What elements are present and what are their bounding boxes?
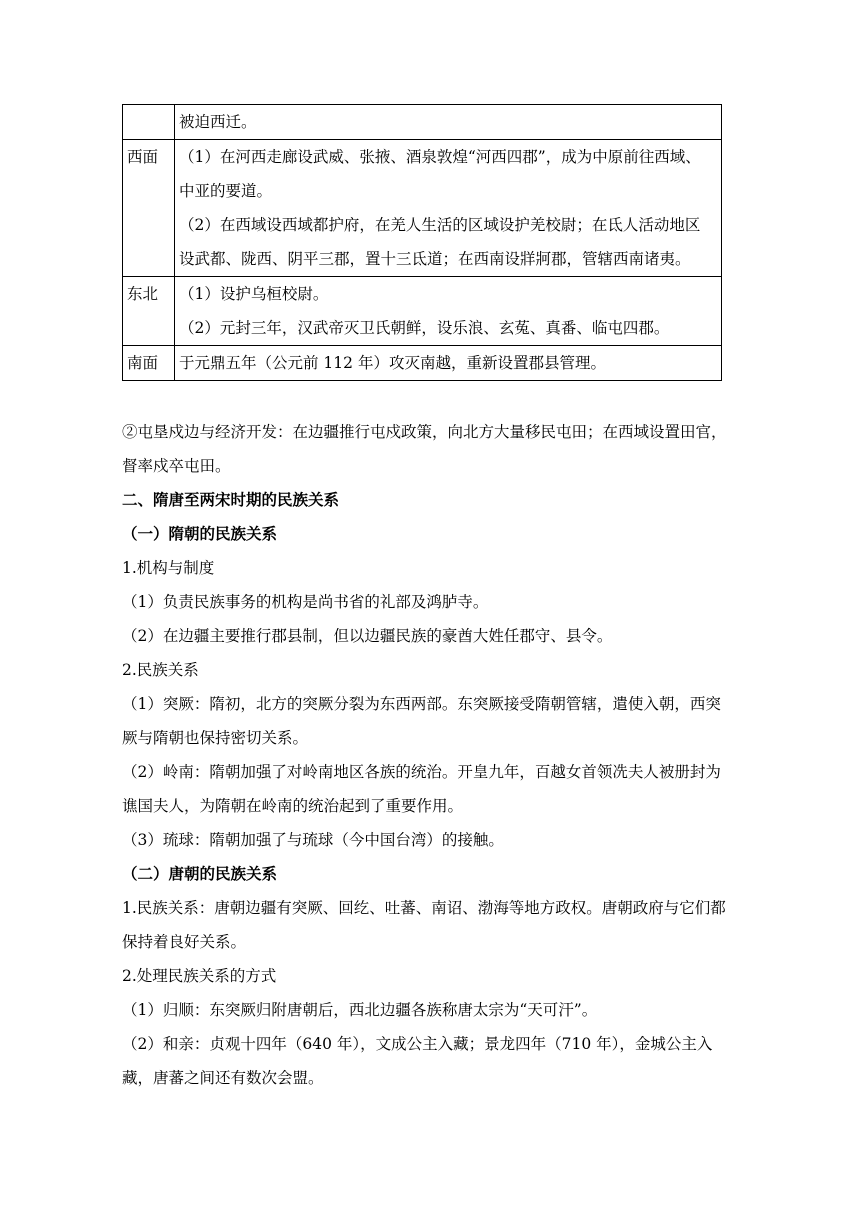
table-row xyxy=(123,346,722,381)
table-row xyxy=(123,140,722,277)
paragraph: ②屯垦戍边与经济开发：在边疆推行屯戍政策，向北方大量移民屯田；在西域设置田官，督率戍卒屯田。 xyxy=(122,423,727,475)
cell-line: 被迫西迁。 xyxy=(179,113,257,131)
body-text xyxy=(122,415,732,1095)
content-cell xyxy=(175,346,722,381)
frontier-table xyxy=(122,104,722,381)
content-cell xyxy=(175,277,722,346)
subsection-heading: （二）唐朝的民族关系 xyxy=(122,864,278,883)
region-cell: 西面 xyxy=(123,140,175,277)
paragraph: 2.民族关系 xyxy=(122,661,199,679)
subsection-heading: （一）隋朝的民族关系 xyxy=(122,524,278,543)
cell-line: （2）在西域设西域都护府，在羌人生活的区域设护羌校尉；在氐人活动地区设武都、陇西、阴平三郡，置十三氐道；在西南设牂牁郡，管辖西南诸夷。 xyxy=(179,216,701,268)
content-cell xyxy=(175,105,722,140)
paragraph: （1）负责民族事务的机构是尚书省的礼部及鸿胪寺。 xyxy=(122,593,489,611)
paragraph: （2）在边疆主要推行郡县制，但以边疆民族的豪酋大姓任郡守、县令。 xyxy=(122,627,613,645)
region-cell xyxy=(123,105,175,140)
paragraph: 1.民族关系：唐朝边疆有突厥、回纥、吐蕃、南诏、渤海等地方政权。唐朝政府与它们都保持着良好关系。 xyxy=(122,899,726,951)
cell-line: （1）设护乌桓校尉。 xyxy=(179,285,329,303)
paragraph: （1）突厥：隋初，北方的突厥分裂为东西两部。东突厥接受隋朝管辖，遣使入朝，西突厥与隋朝也保持密切关系。 xyxy=(122,695,721,747)
paragraph: （2）和亲：贞观十四年（640 年），文成公主入藏；景龙四年（710 年），金城公主入藏，唐蕃之间还有数次会盟。 xyxy=(122,1035,713,1087)
cell-line: （2）元封三年，汉武帝灭卫氏朝鲜，设乐浪、玄菟、真番、临屯四郡。 xyxy=(179,319,670,337)
section-heading: 二、隋唐至两宋时期的民族关系 xyxy=(122,490,340,509)
paragraph: 1.机构与制度 xyxy=(122,559,215,577)
paragraph: （3）琉球：隋朝加强了与琉球（今中国台湾）的接触。 xyxy=(122,831,504,849)
region-cell: 南面 xyxy=(123,346,175,381)
paragraph: （2）岭南：隋朝加强了对岭南地区各族的统治。开皇九年，百越女首领冼夫人被册封为谯国夫人，为隋朝在岭南的统治起到了重要作用。 xyxy=(122,763,721,815)
table-row xyxy=(123,277,722,346)
content-cell xyxy=(175,140,722,277)
region-cell: 东北 xyxy=(123,277,175,346)
cell-line: （1）在河西走廊设武威、张掖、酒泉敦煌“河西四郡”，成为中原前往西域、中亚的要道。 xyxy=(179,148,701,200)
paragraph: 2.处理民族关系的方式 xyxy=(122,967,277,985)
paragraph: （1）归顺：东突厥归附唐朝后，西北边疆各族称唐太宗为“天可汗”。 xyxy=(122,1001,598,1019)
cell-line: 于元鼎五年（公元前 112 年）攻灭南越，重新设置郡县管理。 xyxy=(179,354,606,372)
table-row xyxy=(123,105,722,140)
